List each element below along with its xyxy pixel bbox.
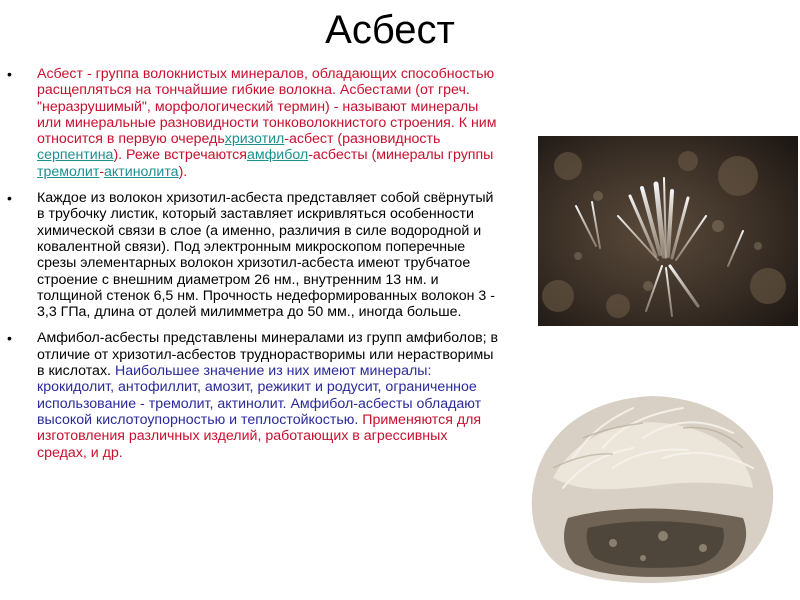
paragraph-1-text: -асбесты (минералы группы: [308, 147, 494, 164]
paragraph-3-text: Наибольшее значение из них имеют минералы: крокидолит, антофиллит, амозит, режикит и родусит, ограниченное использование - тремолит, актинолит. Амфибол-асбесты обладают высокой кислотоупорностью и теплостойкостью.: [37, 363, 482, 428]
link-actinolite[interactable]: актинолита: [104, 163, 179, 180]
bullet-dot: •: [7, 330, 12, 347]
link-tremolite[interactable]: тремолит: [37, 163, 100, 180]
bullet-dot: •: [7, 66, 12, 82]
list-item: [0, 330, 500, 460]
paragraph-1-text: ). Реже встречаются: [113, 147, 247, 164]
asbestos-fiber-photo: [538, 136, 798, 326]
paragraph-2-text: Каждое из волокон хризотил-асбеста представляет собой свёрнутый в трубочку листик, который заставляет искривляться особенности химической связи в слое (а именно, различия в силе водородной и ковалентной связи). Под электронным микроскопом поперечные срезы элементарных волокон хризотил-асбеста имеют трубчатое строение с внешним диаметром 26 нм., внутренним 13 нм. и толщиной стенок 6,5 нм. Прочность недеформированных волокон 3 - 3,3 ГПа, длина от долей милимметра до 50 мм., иногда больше.: [37, 190, 495, 321]
paragraph-3-text: Применяются для изготовления различных изделий, работающих в агрессивных средах, и др.: [37, 411, 482, 461]
list-item: [0, 190, 500, 320]
paragraph-1-text: -асбест (разновидность: [284, 131, 441, 148]
paragraph-1-text: ).: [178, 163, 188, 180]
asbestos-mineral-photo: [513, 368, 785, 590]
page-title: Асбест: [325, 8, 455, 52]
paragraph-3-text: Амфибол-асбесты представлены минералами из групп амфиболов; в отличие от хризотил-асбестов труднорастворимы или нерастворимы в кислотах.: [37, 330, 499, 380]
term-asbest: Асбест: [37, 66, 84, 82]
list-item: [0, 66, 500, 180]
paragraph-1-text: - группа волокнистых минералов, обладающих способностью расщепляться на тончайшие гибкие волокна. Асбестами (от греч. "неразрушимый", морфологический термин) - называют минералы или минеральные разновидности тонковолокнистого строения. К ним относится в первую очередь: [37, 66, 497, 148]
link-amphibole[interactable]: амфибол: [246, 147, 309, 164]
link-serpentine[interactable]: серпентина: [37, 147, 114, 164]
link-chrysotile[interactable]: хризотил: [224, 131, 285, 148]
paragraph-1-text: -: [99, 163, 105, 180]
bullet-list: [0, 66, 500, 471]
bullet-dot: •: [7, 190, 12, 207]
